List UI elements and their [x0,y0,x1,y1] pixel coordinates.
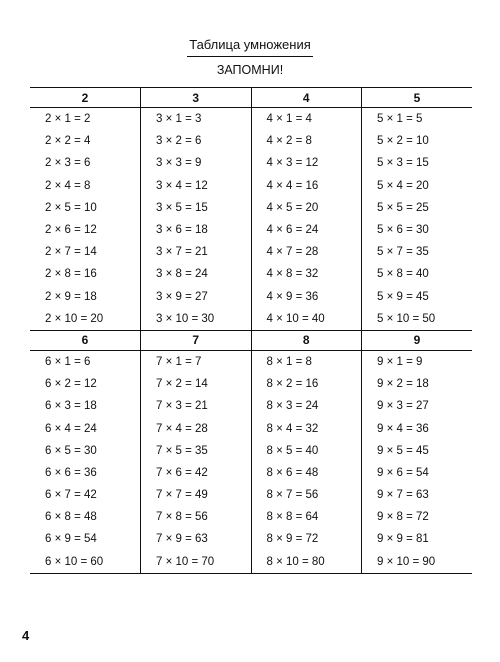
table-row [30,130,472,152]
table-cell: 9 × 9 = 81 [377,533,429,546]
page-number: 4 [22,628,30,643]
table-cell: 9 × 2 = 18 [377,378,429,391]
table-cell: 9 × 5 = 45 [377,444,429,457]
table-cell: 8 × 1 = 8 [251,350,362,373]
table-cell: 4 × 4 = 16 [251,175,362,197]
table-row [30,219,472,241]
table-row [30,373,472,395]
table-cell: 5 × 10 = 50 [362,308,473,331]
table-row [30,175,472,197]
table-cell: 3 × 4 = 12 [141,175,252,197]
column-header: 7 [141,330,252,350]
table-row [30,286,472,308]
table-cell: 3 × 2 = 6 [141,130,252,152]
column-header: 3 [141,88,252,108]
table-cell: 2 × 10 = 20 [30,308,141,331]
table-cell: 9 × 7 = 63 [377,489,429,502]
table-cell: 7 × 4 = 28 [141,417,252,439]
table-cell: 2 × 7 = 14 [30,241,141,263]
table-cell: 4 × 8 = 32 [251,263,362,285]
table-cell: 2 × 2 = 4 [30,130,141,152]
table-cell: 3 × 6 = 18 [141,219,252,241]
table-cell: 8 × 6 = 48 [251,462,362,484]
table-cell: 4 × 2 = 8 [251,130,362,152]
table-row [30,417,472,439]
table-cell: 5 × 1 = 5 [377,113,423,126]
table-cell: 5 × 6 = 30 [377,224,429,237]
table-cell: 7 × 3 = 21 [141,395,252,417]
table-cell: 8 × 3 = 24 [251,395,362,417]
table-cell: 5 × 8 = 40 [377,268,429,281]
table-cell: 6 × 7 = 42 [30,484,141,506]
table-cell: 5 × 9 = 45 [377,290,429,303]
table-row [30,395,472,417]
table-cell: 6 × 5 = 30 [30,440,141,462]
table-cell: 9 × 8 = 72 [377,511,429,524]
table-cell: 6 × 1 = 6 [30,350,141,373]
page-title-wrap [0,36,500,57]
table-cell: 5 × 7 = 35 [377,246,429,259]
column-header: 4 [251,88,362,108]
table-cell: 3 × 3 = 9 [141,152,252,174]
table-row [30,506,472,528]
column-header: 2 [30,88,141,108]
header-row [30,330,472,350]
subtitle: ЗАПОМНИ! [216,63,284,77]
table-cell: 7 × 6 = 42 [141,462,252,484]
table-cell: 2 × 3 = 6 [30,152,141,174]
multiplication-table [30,87,472,574]
table-row [30,308,472,331]
table-row [30,152,472,174]
table-row [30,108,472,131]
column-header: 9 [362,330,473,350]
table-row [30,197,472,219]
table-row [30,263,472,285]
table-row [30,484,472,506]
table-cell: 3 × 9 = 27 [141,286,252,308]
table-cell: 9 × 10 = 90 [362,551,473,574]
table-cell: 6 × 2 = 12 [30,373,141,395]
table-row [30,462,472,484]
table-cell: 2 × 5 = 10 [30,197,141,219]
column-header: 5 [362,88,473,108]
table-cell: 6 × 8 = 48 [30,506,141,528]
table-cell: 6 × 10 = 60 [30,551,141,574]
table-cell: 2 × 6 = 12 [30,219,141,241]
table-cell: 6 × 3 = 18 [30,395,141,417]
table-cell: 4 × 9 = 36 [251,286,362,308]
table-cell: 7 × 2 = 14 [141,373,252,395]
table-cell: 9 × 3 = 27 [377,400,429,413]
table-cell: 8 × 5 = 40 [251,440,362,462]
table-cell: 5 × 3 = 15 [377,157,429,170]
table-cell: 2 × 1 = 2 [30,108,141,131]
table-cell: 3 × 7 = 21 [141,241,252,263]
table-cell: 2 × 8 = 16 [30,263,141,285]
table-cell: 5 × 4 = 20 [377,179,429,192]
table-row [30,551,472,574]
table-cell: 2 × 4 = 8 [30,175,141,197]
table-cell: 8 × 4 = 32 [251,417,362,439]
table-cell: 3 × 5 = 15 [141,197,252,219]
table-cell: 9 × 6 = 54 [377,466,429,479]
table-row [30,440,472,462]
table-cell: 8 × 10 = 80 [251,551,362,574]
table-cell: 8 × 9 = 72 [251,528,362,550]
table-cell: 7 × 5 = 35 [141,440,252,462]
table-cell: 9 × 4 = 36 [377,422,429,435]
table-cell: 3 × 8 = 24 [141,263,252,285]
table-cell: 4 × 5 = 20 [251,197,362,219]
table-cell: 7 × 9 = 63 [141,528,252,550]
table-row [30,241,472,263]
table-cell: 3 × 1 = 3 [141,108,252,131]
table-cell: 9 × 1 = 9 [377,355,423,368]
table-cell: 4 × 3 = 12 [251,152,362,174]
page-title: Таблица умножения [187,37,313,57]
table-cell: 3 × 10 = 30 [141,308,252,331]
column-header: 8 [251,330,362,350]
table-cell: 4 × 6 = 24 [251,219,362,241]
table-cell: 5 × 5 = 25 [377,201,429,214]
table-cell: 8 × 7 = 56 [251,484,362,506]
table-cell: 4 × 1 = 4 [251,108,362,131]
column-header: 6 [30,330,141,350]
table-row [30,528,472,550]
table-cell: 6 × 6 = 36 [30,462,141,484]
table-cell: 5 × 2 = 10 [377,135,429,148]
table-cell: 7 × 10 = 70 [141,551,252,574]
table-cell: 2 × 9 = 18 [30,286,141,308]
table-cell: 7 × 1 = 7 [141,350,252,373]
table-cell: 6 × 4 = 24 [30,417,141,439]
table-cell: 4 × 7 = 28 [251,241,362,263]
table-cell: 4 × 10 = 40 [251,308,362,331]
table-cell: 8 × 8 = 64 [251,506,362,528]
table-cell: 6 × 9 = 54 [30,528,141,550]
table-cell: 7 × 8 = 56 [141,506,252,528]
table-row [30,350,472,373]
header-row [30,88,472,108]
table-cell: 7 × 7 = 49 [141,484,252,506]
table-cell: 8 × 2 = 16 [251,373,362,395]
